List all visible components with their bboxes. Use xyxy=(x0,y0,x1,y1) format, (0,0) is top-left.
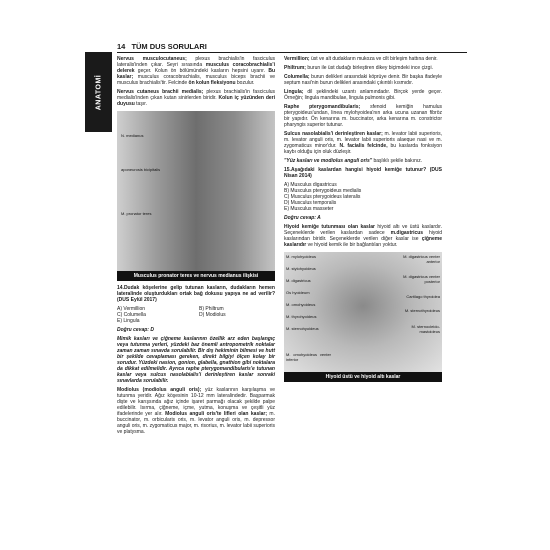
figure-forearm-illustration xyxy=(117,111,275,271)
question-15-options xyxy=(284,182,442,212)
option-a: A) Musculus digastricus xyxy=(284,182,337,188)
fig2-label-left-5: M. thyrohyoideus xyxy=(286,314,317,319)
paragraph-lingula: Lingula; dil şeklindeki uzantı anlamındadır. Birçok yerde geçer. Örneğin; lingula mandibulae, lingula pulmonis gibi. xyxy=(284,89,442,101)
option-a: A) Vermillion xyxy=(117,306,146,312)
question-14-options xyxy=(117,306,275,324)
option-e: E) Musculus masseter xyxy=(284,206,334,212)
fig-label-aponeurosis: aponeurosis bicipitalis xyxy=(121,167,161,172)
option-c: C) Musculus pterygoideus lateralis xyxy=(284,194,361,200)
fig2-label-right-4: M. sternocleido-mastoideus xyxy=(411,324,440,334)
fig2-label-right-3: M. sternothyroideus xyxy=(404,308,440,313)
fig2-label-left-7: M. omohyoideus venter inferior xyxy=(286,352,331,362)
figure-neck-muscles-illustration xyxy=(284,252,442,372)
option-b: B) Philtrum xyxy=(199,306,224,312)
header-rule xyxy=(117,52,467,53)
option-e: E) Lingula xyxy=(117,318,140,324)
paragraph-modiolus: Modiolus (modiolus anguli oris); yüz kaslarının karşılaşma ve tutunma yeridir. Ağız köşesinin 10-12 mm lateralindedir. Başparmak dişte ve karışsında ağız içinde işaret parmağı olacak şekilde palpe edilebilir. Isırma, çiğneme, içme, yutma, konuşma ve çeşitli yüz ifadelerinde yer alır. Modiolus anguli oris'te lifleri olan kaslar; m. buccinator, m. orbicularis oris, m. levator anguli oris, m. depressor anguli oris, m. zygomaticus major, m. risorius, m. levator labii superioris ve platysma. xyxy=(117,387,276,435)
section-tab-label: ANATOMİ xyxy=(95,74,102,110)
explanation-note: Mimik kasları ve çiğneme kaslarının özellik arz eden başlangıç veya tutunma yerleri, yüzdeki baz önemli antropometrik noktalar zaman zaman sınavda sorulabilir. Bir dış hekiminin bilmesi ve hutt bir şekilde cevaplaması gereken, direkt bilgiyi ölçen kolay bir sorudur. Yüzdeki nasion, gonion, glabella, gnathion gibi noktalara da dikkat edilmelidir. Ayrıca raphe pterygomandibularis'e tutunan kaslar veya sulcus nasolabialis'i derinleştiren kaslar sonraki sınavlarda sorulabilir. xyxy=(117,336,275,384)
fig2-label-right-0: M. digastricus venter anterior xyxy=(403,254,440,264)
paragraph-musculocutaneus: Nervus musculocutaneus; plexus brachialis'in fasciculus lateralis'inden çıkar. Seyri sırasında musculus coracobrachialis'i delerek geçer. Kolun ön bölümündeki kasların hepsini uyarır. Bu kaslar; musculus coracobrachialis, musculus biceps brachii ve musculus brachialis'tir. Felcinde ön kolun fleksiyonu bozulur. xyxy=(117,56,275,86)
figure2-caption: Hiyoid üstü ve hiyoid altı kaslar xyxy=(284,372,442,382)
option-d: D) Modiolus xyxy=(199,312,226,318)
paragraph-columella: Columella; burun delikleri arasındaki köprüye denir. Bir başka ifadeyle septum nasi'nin burun delikleri arasındaki çıkıntılı kısmıdır. xyxy=(284,74,442,86)
paragraph-hyoid: Hiyoid kemiğe tutunması olan kaslar hiyoid altı ve üstü kaslardır. Seçeneklerde verilen kaslardan sadece m.digastricus hiyoid kaslarından biridir. Seçeneklerde verilen diğer kaslar ise çiğneme kaslarıdır ve hiyoid kemik ile bir bağlantıları yoktur. xyxy=(284,224,443,248)
option-b: B) Musculus pterygoideus medialis xyxy=(284,188,362,194)
paragraph-vermillion: Vermillion; üst ve alt dudakların mukoza ve cilt birleşim hattına denir. xyxy=(284,56,438,62)
paragraph-cutaneus-medialis: Nervus cutaneus brachii medialis; plexus brachialis'in fasciculus medialis'inden çıkan kutan sinirlerden biridir. Kolun iç yüzünden deri duyusu taşır. xyxy=(117,89,275,107)
answer-14: Doğru cevap: D xyxy=(117,327,154,333)
fig2-label-left-4: M. omohyoideus xyxy=(286,302,316,307)
figure-caption: Musculus pronator teres ve nervus medianus ilişkisi xyxy=(117,271,275,281)
right-column xyxy=(284,56,442,382)
fig-label-pronator-teres: M. pronator teres xyxy=(121,211,152,216)
fig2-label-right-2: Cartilago thyroidea xyxy=(406,294,440,299)
fig2-label-left-3: Os hyoideum xyxy=(286,290,310,295)
option-d: D) Musculus temporalis xyxy=(284,200,337,206)
paragraph-raphe: Raphe pterygomandibularis; sfenoid kemiğin hamulus pterygoideus'undan, linea mylohyoidea'nın arka ucuna uzanan fibröz bir yapıdır. Ön kenarına m. buccinator, arka kenarına m. constrictor pharyngis superior tutunur. xyxy=(284,104,442,128)
fig2-label-left-6: M. sternohyoideus xyxy=(286,326,319,331)
fig2-label-left-2: M. digastricus xyxy=(286,278,311,283)
fig2-label-left-1: M. stylohyoideus xyxy=(286,266,316,271)
fig-label-n-medianus: N. medianus xyxy=(121,133,144,138)
paragraph-sulcus: Sulcus nasolabialis'i derinleştiren kaslar; m. levator labii superioris, m. levator anguli oris, m. levator labii superioris alaeque nasi ve m. zygomaticus minor'dur. N. facialis felcinde, bu kaslarda fonksiyon kaybı olduğu için oluk düzleşir. xyxy=(284,131,442,155)
left-column xyxy=(117,56,275,438)
fig2-label-right-1: M. digastricus venter posterior xyxy=(403,274,440,284)
question-14: 14.Dudak köşelerine gelip tutunan kasların, dudakların hemen lateralinde oluşturdukları ortak bağ dokusu yapıya ne ad verilir? (DUS Eylül 2017) xyxy=(117,285,275,303)
section-tab xyxy=(85,52,112,132)
fig2-label-left-0: M. mylohyoideus xyxy=(286,254,317,259)
answer-15: Doğru cevap: A xyxy=(284,215,321,221)
running-title: TÜM DUS SORULARI xyxy=(131,42,207,51)
paragraph-figure-reference: "Yüz kasları ve modiolus anguli oris" başlıklı şekile bakınız. xyxy=(284,158,423,164)
page-header xyxy=(117,42,467,51)
option-c: C) Columella xyxy=(117,312,146,318)
paragraph-philtrum: Philtrum; burun ile üst dudağı birleştiren dikey biçimdeki ince çizgi. xyxy=(284,65,433,71)
question-15: 15.Aşağıdaki kaslardan hangisi hiyoid kemiğe tutunur? (DUS Nisan 2014) xyxy=(284,167,442,179)
page-number: 14 xyxy=(117,42,126,51)
